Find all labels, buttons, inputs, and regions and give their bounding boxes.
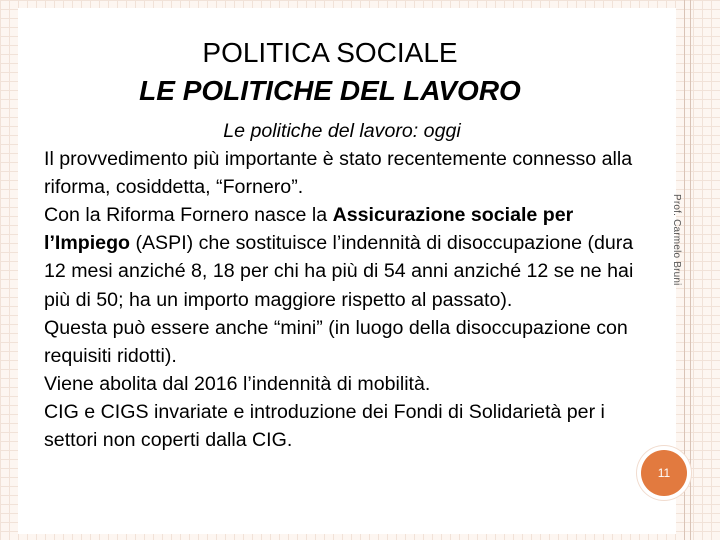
margin-rule xyxy=(684,0,685,540)
paragraph-3: Questa può essere anche “mini” (in luogo della disoccupazione con requisiti ridotti). xyxy=(44,316,628,367)
paragraph-5: CIG e CIGS invariate e introduzione dei Fondi di Solidarietà per i settori non coperti dalla CIG. xyxy=(44,400,605,452)
slide-title-subheading: LE POLITICHE DEL LAVORO xyxy=(139,75,521,106)
section-subtitle: Le politiche del lavoro: oggi xyxy=(223,120,461,142)
paragraph-2-before: Con la Riforma Fornero nasce la xyxy=(44,204,333,227)
slide-title: POLITICA SOCIALE xyxy=(202,37,458,68)
paragraph-2-bold: Assicurazione sociale per l’Impiego xyxy=(44,204,574,255)
paragraph-2-after: (ASPI) che sostituisce l’indennità di disoccupazione (dura 12 mesi anziché 8, 18 per chi ha più di 54 anni anziché 12 se ne hai più di 50; ha un importo maggiore rispetto al passato). xyxy=(44,232,634,311)
paragraph-2 xyxy=(44,201,640,313)
page-number-badge: 11 xyxy=(641,450,687,496)
author-label: Prof. Carmelo Bruni xyxy=(671,194,682,286)
paragraph-1: Il provvedimento più importante è stato recentemente connesso alla riforma, cosiddetta, “Fornero”. xyxy=(44,148,633,199)
margin-rule xyxy=(690,0,691,540)
paragraph-4: Viene abolita dal 2016 l’indennità di mobilità. xyxy=(44,372,431,395)
slide-body xyxy=(44,117,640,454)
